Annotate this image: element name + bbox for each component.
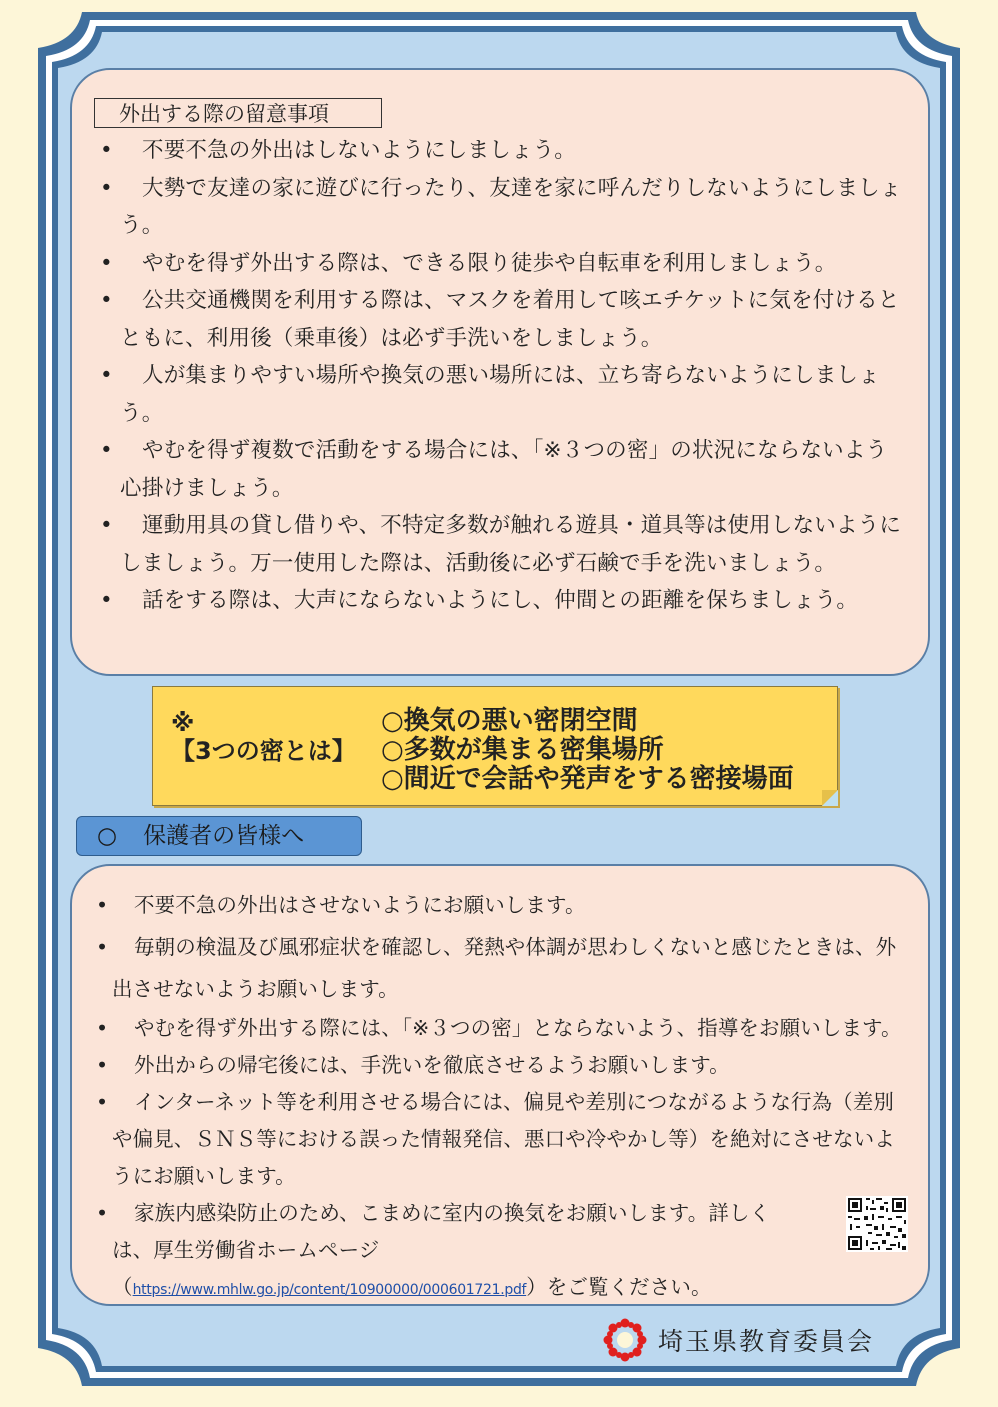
note-line: ○換気の悪い密閉空間 — [381, 706, 638, 736]
qr-code-icon — [846, 1196, 908, 1252]
list-item: • 話をする際は、大声にならないようにし、仲間との距離を保ちましょう。 — [104, 582, 906, 620]
footer — [602, 1318, 874, 1362]
guardian-heading — [76, 816, 362, 856]
list-item: • 人が集まりやすい場所や換気の悪い場所には、立ち寄らないようにしましょう。 — [104, 357, 906, 432]
guardian-title: 保護者の皆様へ — [143, 823, 305, 849]
note-lines — [381, 707, 794, 794]
list-item: • 毎朝の検温及び風邪症状を確認し、発熱や体調が思わしくないと感じたときは、外出させないようお願いします。 — [96, 926, 908, 1010]
list-item: • 外出からの帰宅後には、手洗いを徹底させるようお願いします。 — [96, 1047, 908, 1084]
note-title: 【3つの密とは】 — [171, 737, 356, 765]
folded-corner — [822, 790, 838, 806]
three-cs-note — [152, 686, 838, 806]
list-item: • やむを得ず複数で活動をする場合には、「※３つの密」の状況にならないよう心掛けましょう。 — [104, 432, 906, 507]
list-item: • 不要不急の外出はさせないようにお願いします。 — [96, 884, 908, 926]
list-item: • やむを得ず外出する際には、「※３つの密」とならないよう、指導をお願いします。 — [96, 1010, 908, 1047]
precautions-list — [104, 132, 906, 620]
list-item-suffix: ）をご覧ください。 — [526, 1275, 712, 1299]
guardian-list — [96, 884, 908, 1309]
note-mark: ※ — [171, 709, 195, 737]
list-item: • インターネット等を利用させる場合には、偏見や差別につながるような行為（差別や偏見、ＳＮＳ等における誤った情報発信、悪口や冷やかし等）を絶対にさせないようにお願いします。 — [96, 1084, 908, 1195]
list-item: • 公共交通機関を利用する際は、マスクを着用して咳エチケットに気を付けるとともに、利用後（乗車後）は必ず手洗いをしましょう。 — [104, 282, 906, 357]
saitama-logo-icon — [602, 1317, 648, 1363]
list-item: • 大勢で友達の家に遊びに行ったり、友達を家に呼んだりしないようにしましょう。 — [104, 170, 906, 245]
list-item: • 運動用具の貸し借りや、不特定多数が触れる遊具・道具等は使用しないようにしましょう。万一使用した際は、活動後に必ず石鹸で手を洗いましょう。 — [104, 507, 906, 582]
note-line: ○間近で会話や発声をする密接場面 — [381, 764, 794, 794]
list-item-text: 家族内感染防止のため、こまめに室内の換気をお願いします。詳しくは、厚生労働省ホームページ（ — [112, 1201, 771, 1299]
mhlw-link[interactable]: https://www.mhlw.go.jp/content/10900000/000601721.pdf — [132, 1282, 527, 1298]
list-item: • 不要不急の外出はしないようにしましょう。 — [104, 132, 906, 170]
organization-name: 埼玉県教育委員会 — [658, 1327, 875, 1356]
note-label — [171, 709, 356, 765]
section-heading: 外出する際の留意事項 — [94, 98, 382, 128]
list-item — [96, 1195, 792, 1309]
circle-icon: ○ — [97, 823, 118, 849]
note-line: ○多数が集まる密集場所 — [381, 735, 664, 765]
list-item: • やむを得ず外出する際は、できる限り徒歩や自転車を利用しましょう。 — [104, 245, 906, 283]
